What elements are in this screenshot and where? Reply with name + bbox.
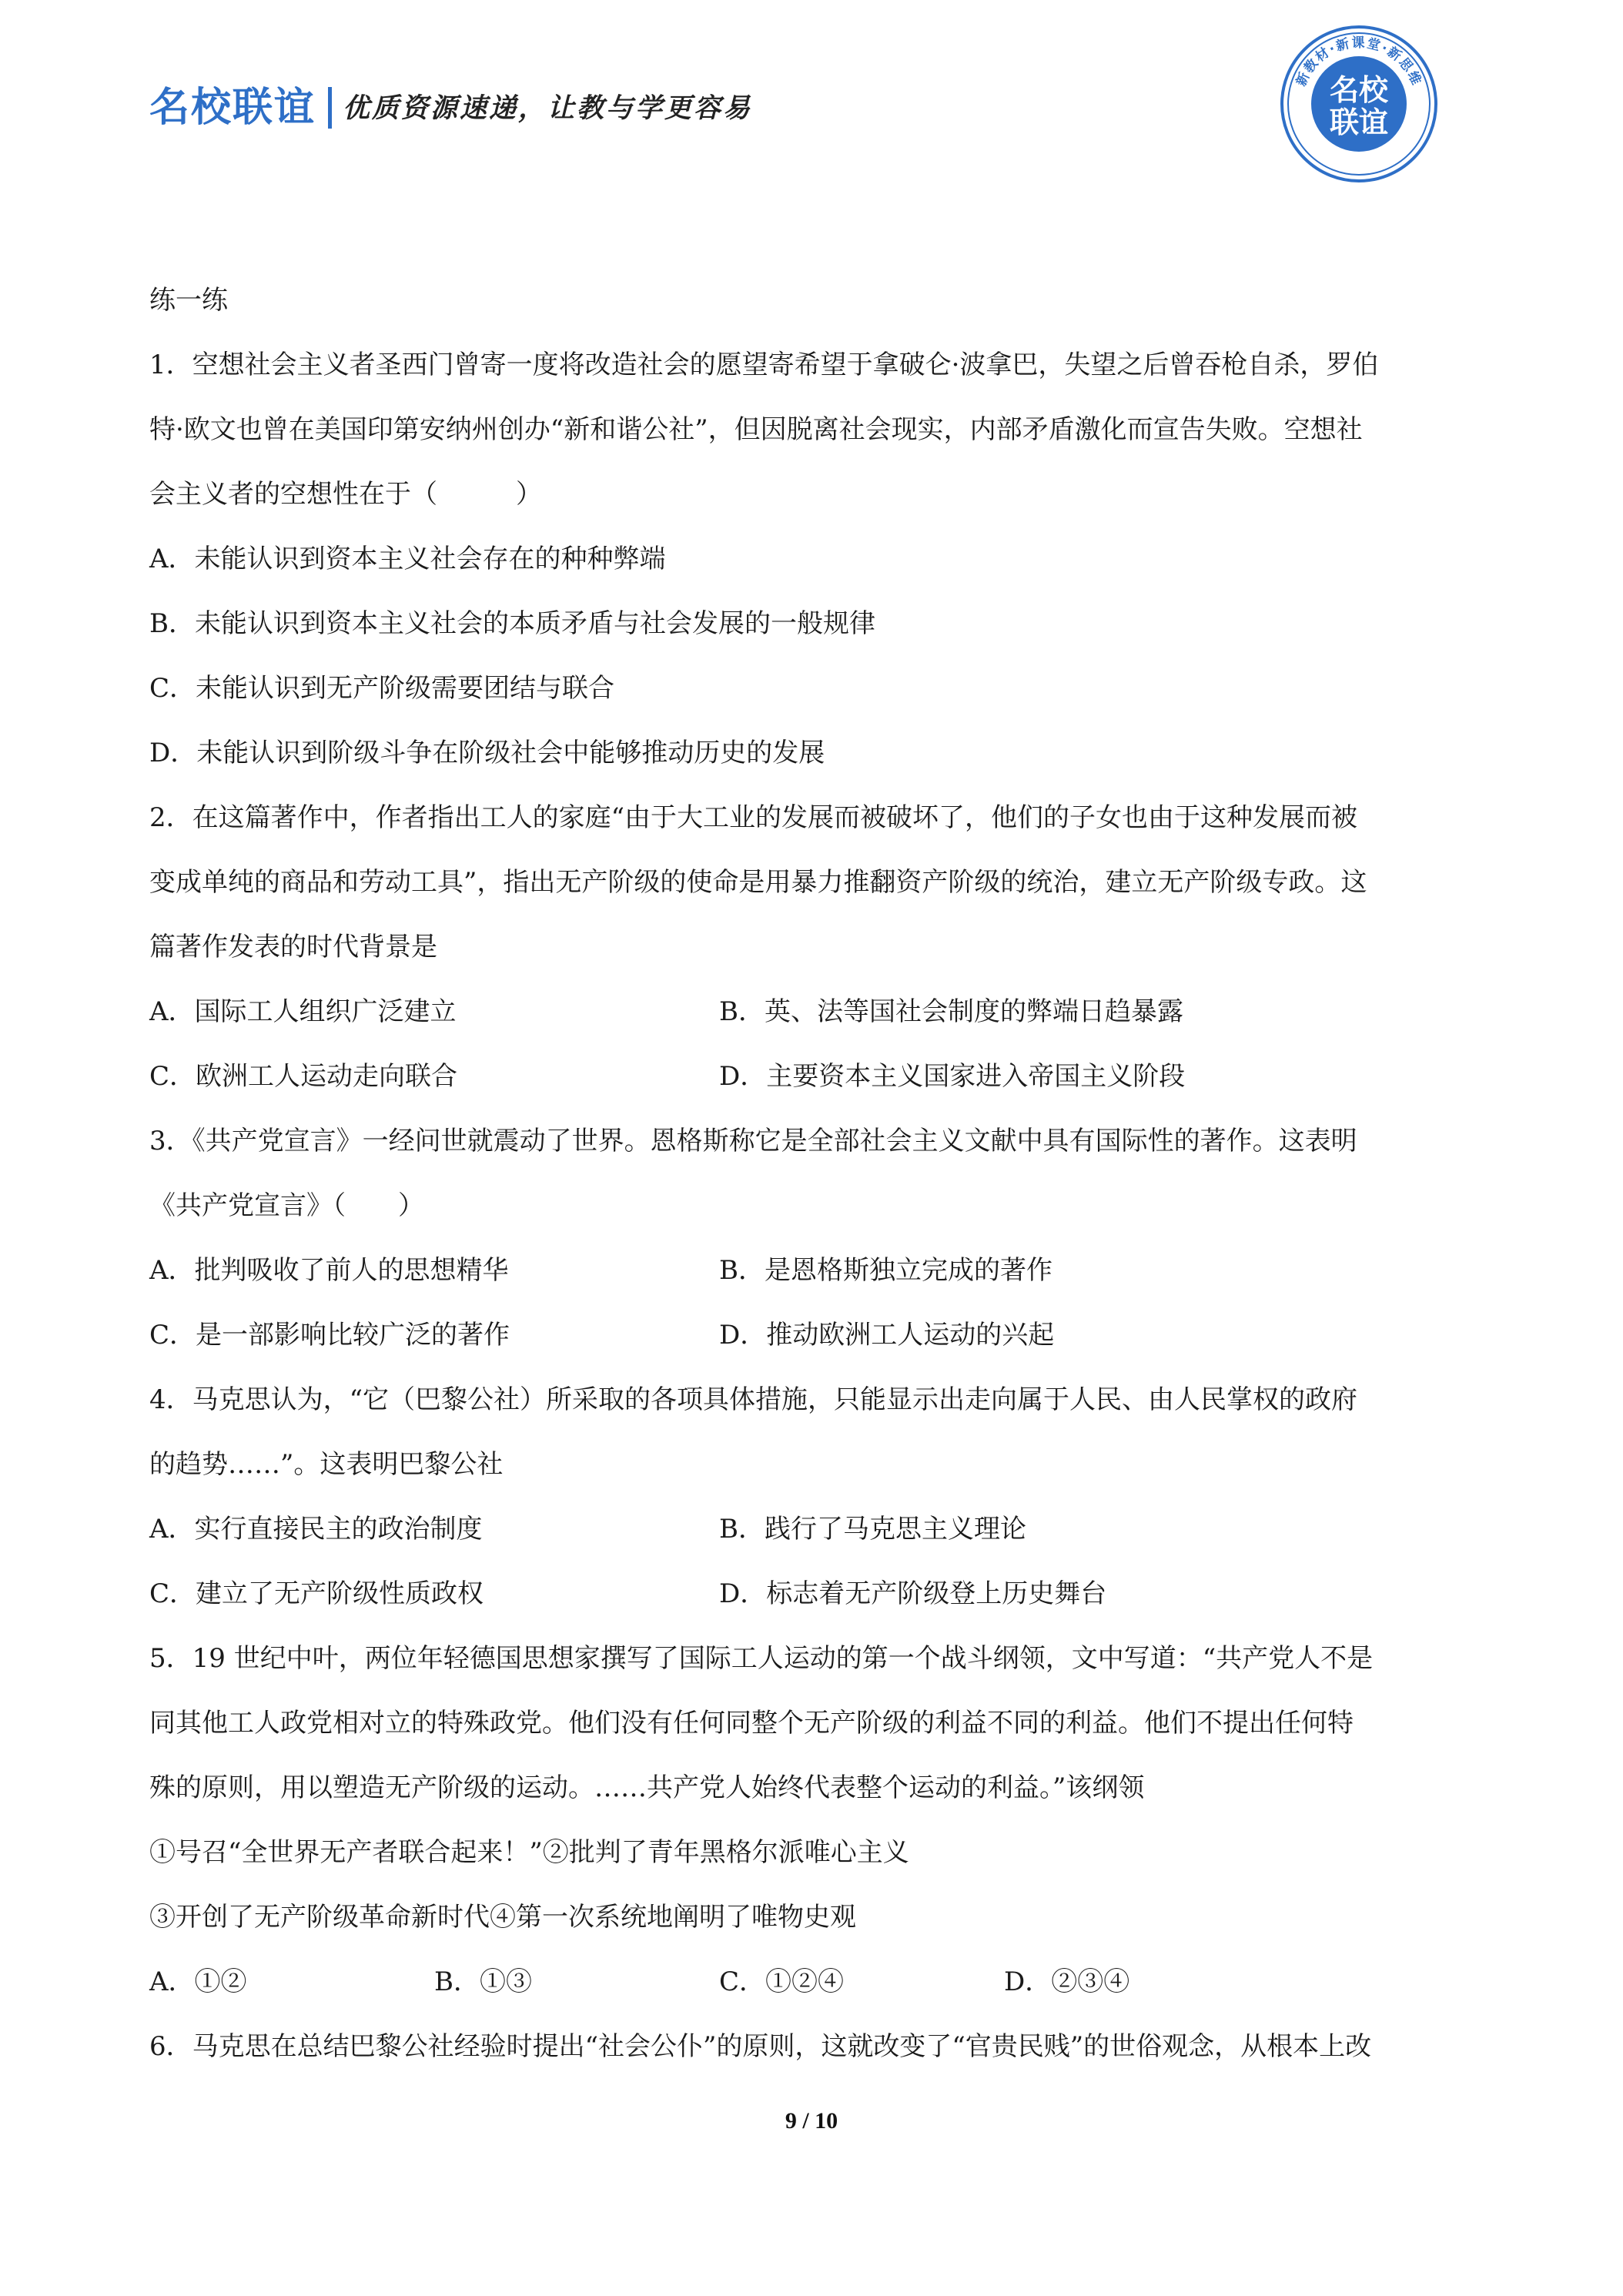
header: [149, 77, 752, 139]
option-c: C．欧洲工人运动走向联合: [149, 1061, 458, 1092]
question-text-line: 的趋势……”。这表明巴黎公社: [149, 1449, 504, 1480]
question-text-line: 2．在这篇著作中，作者指出工人的家庭“由于大工业的发展而被破坏了，他们的子女也由于这种发展而被: [149, 802, 1358, 833]
seal-text-top: 名校: [1329, 73, 1389, 107]
option-b: B．是恩格斯独立完成的著作: [719, 1255, 1052, 1286]
brand-divider: [328, 87, 332, 129]
option-row: [149, 1950, 1481, 2014]
option-c: C．建立了无产阶级性质政权: [149, 1578, 484, 1609]
option-a: A．批判吸收了前人的思想精华: [149, 1255, 509, 1286]
question-text-line: 《共产党宣言》（ ）: [149, 1190, 424, 1221]
seal-text-bottom: 联谊: [1329, 105, 1389, 139]
question-text-line: 4．马克思认为，“它（巴黎公社）所采取的各项具体措施，只能显示出走向属于人民、由人民掌权的政府: [149, 1384, 1358, 1415]
question-4: [149, 1367, 1481, 1626]
option-row: [149, 1497, 1481, 1561]
option-row: [149, 1561, 1481, 1626]
question-1: [149, 333, 1481, 785]
school-seal-logo: [1278, 23, 1440, 185]
page-number: 9 / 10: [785, 2108, 838, 2134]
option-c: C．①②④: [719, 1966, 845, 1997]
option-row: [149, 1238, 1481, 1303]
document-body: [149, 268, 1481, 2079]
question-text-line: 变成单纯的商品和劳动工具”，指出无产阶级的使命是用暴力推翻资产阶级的统治，建立无产阶级专政。这: [149, 867, 1367, 898]
question-text-line: 篇著作发表的时代背景是: [149, 932, 437, 962]
option-c: C．未能认识到无产阶级需要团结与联合: [149, 673, 615, 704]
question-text-line: 3．《共产党宣言》一经问世就震动了世界。恩格斯称它是全部社会主义文献中具有国际性的著作。这表明: [149, 1126, 1357, 1156]
question-3: [149, 1109, 1481, 1367]
option-a: A．①②: [149, 1966, 247, 1997]
option-d: D．推动欧洲工人运动的兴起: [719, 1320, 1055, 1350]
section-title: 练一练: [149, 285, 228, 316]
option-b: B．未能认识到资本主义社会的本质矛盾与社会发展的一般规律: [149, 608, 875, 639]
question-5: [149, 1626, 1481, 2014]
brand-logo-text: 名校联谊: [149, 85, 316, 131]
option-d: D．标志着无产阶级登上历史舞台: [719, 1578, 1107, 1609]
option-b: B．践行了马克思主义理论: [719, 1514, 1026, 1545]
question-text-line: 特·欧文也曾在美国印第安纳州创办“新和谐公社”，但因脱离社会现实，内部矛盾激化而宣告失败。空想社: [149, 414, 1363, 445]
option-a: A．实行直接民主的政治制度: [149, 1514, 483, 1545]
brand-slogan: 优质资源速递，让教与学更容易: [343, 92, 753, 124]
option-c: C．是一部影响比较广泛的著作: [149, 1320, 510, 1350]
option-d: D．主要资本主义国家进入帝国主义阶段: [719, 1061, 1186, 1092]
question-text-line: 6．马克思在总结巴黎公社经验时提出“社会公仆”的原则，这就改变了“官贵民贱”的世俗观念，从根本上改: [149, 2031, 1372, 2062]
question-text-line: 5．19 世纪中叶，两位年轻德国思想家撰写了国际工人运动的第一个战斗纲领，文中写道：“共产党人不是: [149, 1643, 1374, 1674]
option-d: D．未能认识到阶级斗争在阶级社会中能够推动历史的发展: [149, 738, 825, 768]
option-b: B．①③: [434, 1966, 532, 1997]
option-row: [149, 1044, 1481, 1109]
option-d: D．②③④: [1004, 1966, 1130, 1997]
question-6: [149, 2014, 1481, 2079]
seal-ring-text: 新教材·新课堂·新思维: [1293, 35, 1424, 89]
question-text-line: 会主义者的空想性在于（ ）: [149, 479, 542, 510]
question-text-line: 殊的原则，用以塑造无产阶级的运动。……共产党人始终代表整个运动的利益。”该纲领: [149, 1772, 1145, 1803]
statement-line: ①号召“全世界无产者联合起来！”②批判了青年黑格尔派唯心主义: [149, 1837, 909, 1868]
option-row: [149, 979, 1481, 1044]
option-b: B．英、法等国社会制度的弊端日趋暴露: [719, 996, 1183, 1027]
question-text-line: 1．空想社会主义者圣西门曾寄一度将改造社会的愿望寄希望于拿破仑·波拿巴，失望之后曾吞枪自杀，罗伯: [149, 350, 1379, 380]
question-text-line: 同其他工人政党相对立的特殊政党。他们没有任何同整个无产阶级的利益不同的利益。他们不提出任何特: [149, 1708, 1354, 1739]
statement-line: ③开创了无产阶级革命新时代④第一次系统地阐明了唯物史观: [149, 1902, 856, 1933]
option-a: A．国际工人组织广泛建立: [149, 996, 457, 1027]
question-2: [149, 785, 1481, 1109]
option-row: [149, 1303, 1481, 1367]
option-a: A．未能认识到资本主义社会存在的种种弊端: [149, 544, 666, 574]
